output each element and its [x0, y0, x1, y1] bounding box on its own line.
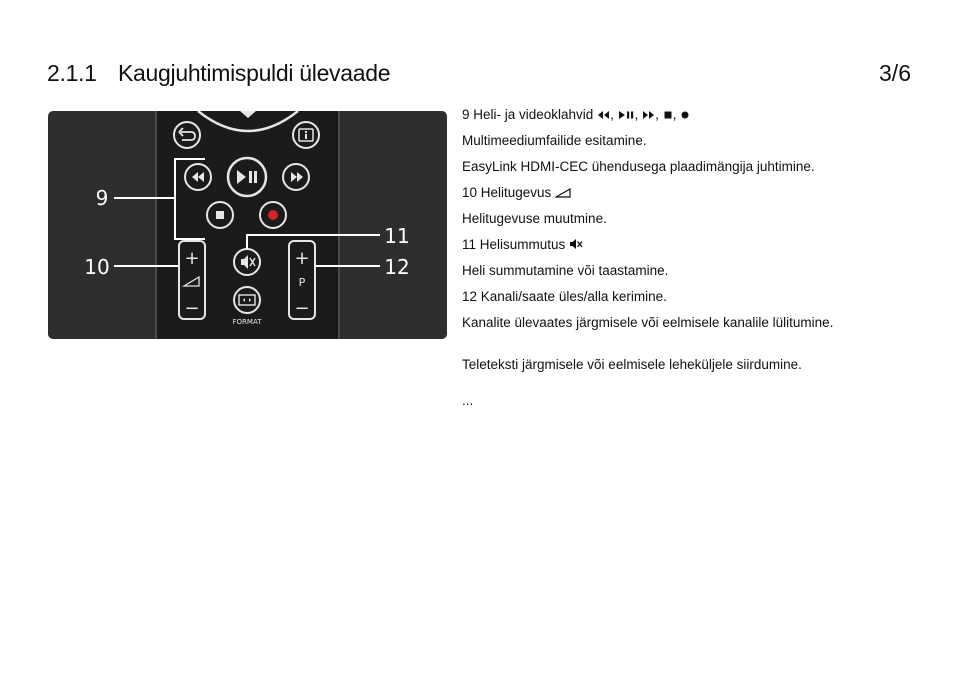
stop-icon — [216, 211, 224, 219]
channel-minus-label: − — [294, 298, 310, 319]
section-number: 2.1.1 — [47, 60, 97, 86]
item9-line2: EasyLink HDMI-CEC ühendusega plaadimängija juhtimine. — [462, 159, 815, 174]
item12-title: 12 Kanali/saate üles/alla kerimine. — [462, 289, 667, 304]
callout-9: 9 — [95, 186, 109, 210]
item12-line1: Kanalite ülevaates järgmisele või eelmisele kanalile lülitumine. — [462, 315, 834, 330]
stop-icon — [663, 110, 673, 120]
item10-line1: Helitugevuse muutmine. — [462, 211, 607, 226]
record-icon — [268, 210, 278, 220]
play-pause-icon — [618, 110, 635, 120]
item11-title-row — [462, 237, 583, 252]
rewind-icon — [597, 110, 610, 120]
volume-minus-label: − — [184, 298, 200, 319]
item11-title: 11 Helisummutus — [462, 237, 566, 252]
stop-button[interactable] — [207, 202, 233, 228]
page-counter: 3/6 — [879, 60, 911, 86]
item10-title: 10 Helitugevus — [462, 185, 552, 200]
section-title: Kaugjuhtimispuldi ülevaade — [118, 60, 391, 86]
remote-control-figure — [48, 111, 447, 339]
record-button[interactable] — [260, 202, 286, 228]
info-button[interactable] — [293, 122, 319, 148]
format-button[interactable] — [234, 287, 260, 313]
fast-forward-button[interactable] — [283, 164, 309, 190]
play-pause-button[interactable] — [228, 158, 266, 196]
item9-line1: Multimeediumfailide esitamine. — [462, 133, 647, 148]
item12-line2: Teleteksti järgmisele või eelmisele leheküljele siirdumine. — [462, 357, 802, 372]
item9-title-row — [462, 107, 690, 122]
back-button[interactable] — [174, 122, 200, 148]
glyph-separator: , — [672, 107, 677, 122]
volume-plus-label: + — [184, 248, 200, 269]
rewind-button[interactable] — [185, 164, 211, 190]
mute-icon — [569, 238, 583, 250]
page-header — [47, 60, 911, 94]
format-label: FORMAT — [232, 318, 262, 326]
remote-control-illustration — [48, 111, 447, 339]
fast-forward-icon — [642, 110, 655, 120]
volume-icon — [555, 188, 571, 198]
record-icon — [680, 110, 690, 120]
item11-line1: Heli summutamine või taastamine. — [462, 263, 669, 278]
glyph-separator: , — [610, 107, 614, 122]
callout-10: 10 — [84, 255, 110, 279]
item9-title: 9 Heli- ja videoklahvid — [462, 107, 594, 122]
glyph-separator: , — [634, 107, 639, 122]
item10-title-row — [462, 185, 571, 200]
mute-button[interactable] — [234, 249, 260, 275]
channel-plus-label: + — [294, 248, 310, 269]
callout-11: 11 — [384, 224, 410, 248]
callout-12: 12 — [384, 255, 410, 279]
channel-p-label: P — [298, 276, 306, 289]
glyph-separator: , — [655, 107, 659, 122]
continuation-ellipsis: ... — [462, 393, 474, 408]
